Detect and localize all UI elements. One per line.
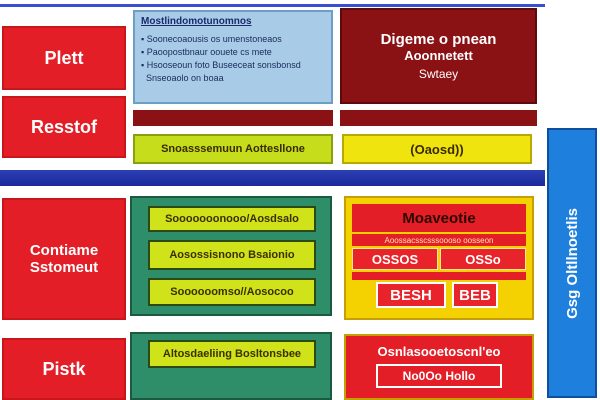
top-right-line2: Aoonnetett <box>404 48 473 63</box>
top-border-line <box>0 4 545 7</box>
left-block-2-label: Resstof <box>30 116 97 137</box>
bottom-red-title: Osnlasooetoscnl'eo <box>377 343 501 359</box>
bottom-red-sub: No0Oo Hollo <box>376 364 502 388</box>
green-item-2[interactable]: Aosossisnono Bsaionio <box>148 240 316 270</box>
bullet-item-3: ▪ Hsooseoun foto Buseeceat sonsbonsd <box>141 60 301 70</box>
left-block-1[interactable] <box>2 26 126 90</box>
left-block-2[interactable] <box>2 96 126 158</box>
bullet-item-4: Snseoaolo on boaa <box>146 73 224 83</box>
table-cell-r2c1: BESH <box>376 282 446 308</box>
table-cell-r1c1: OSSOS <box>352 248 438 270</box>
left-block-1-label: Plett <box>44 47 84 68</box>
horizontal-blue-band <box>0 170 545 186</box>
row2-right-bar[interactable] <box>342 134 532 164</box>
green-item-1[interactable]: Sooooooonooo/Aosdsalo <box>148 206 316 232</box>
bottom-green-item[interactable]: Altosdaeliing Bosltonsbee <box>148 340 316 368</box>
top-info-title: Mostlindomotunomnos <box>141 16 252 27</box>
table-strip <box>352 272 526 280</box>
left-block-4[interactable] <box>2 338 126 400</box>
row2-left-label: Snoasssemuun Aottesllone <box>161 143 305 155</box>
top-right-line1: Digeme o pnean <box>380 31 497 48</box>
middle-red-subheader: Aoossacsscsssoooso oosseon <box>352 234 526 246</box>
divider-bar-left <box>133 110 333 126</box>
top-right-line3: Swtaey <box>418 67 459 81</box>
row2-right-label: (Oaosd)) <box>410 141 464 157</box>
sidebar-label: Gsg Oltllnoetlis <box>563 207 581 319</box>
middle-red-header: Moaveotie <box>352 204 526 232</box>
left-block-3-label: Contiame Sstomeut <box>29 242 99 276</box>
right-vertical-sidebar[interactable] <box>547 128 597 398</box>
top-info-bullets <box>141 33 325 85</box>
table-cell-r1c2: OSSo <box>440 248 526 270</box>
bullet-item-1: ▪ Soonecoaousis os umenstoneaos <box>141 34 282 44</box>
left-block-3[interactable] <box>2 198 126 320</box>
top-info-panel <box>133 10 333 104</box>
top-right-panel <box>340 8 537 104</box>
row2-left-bar[interactable] <box>133 134 333 164</box>
divider-bar-right <box>340 110 537 126</box>
green-item-3[interactable]: Soooooomso//Aosocoo <box>148 278 316 306</box>
table-cell-r2c2: BEB <box>452 282 498 308</box>
bullet-item-2: ▪ Paoopostbnaur oouete cs mete <box>141 47 272 57</box>
left-block-4-label: Pistk <box>42 358 86 379</box>
